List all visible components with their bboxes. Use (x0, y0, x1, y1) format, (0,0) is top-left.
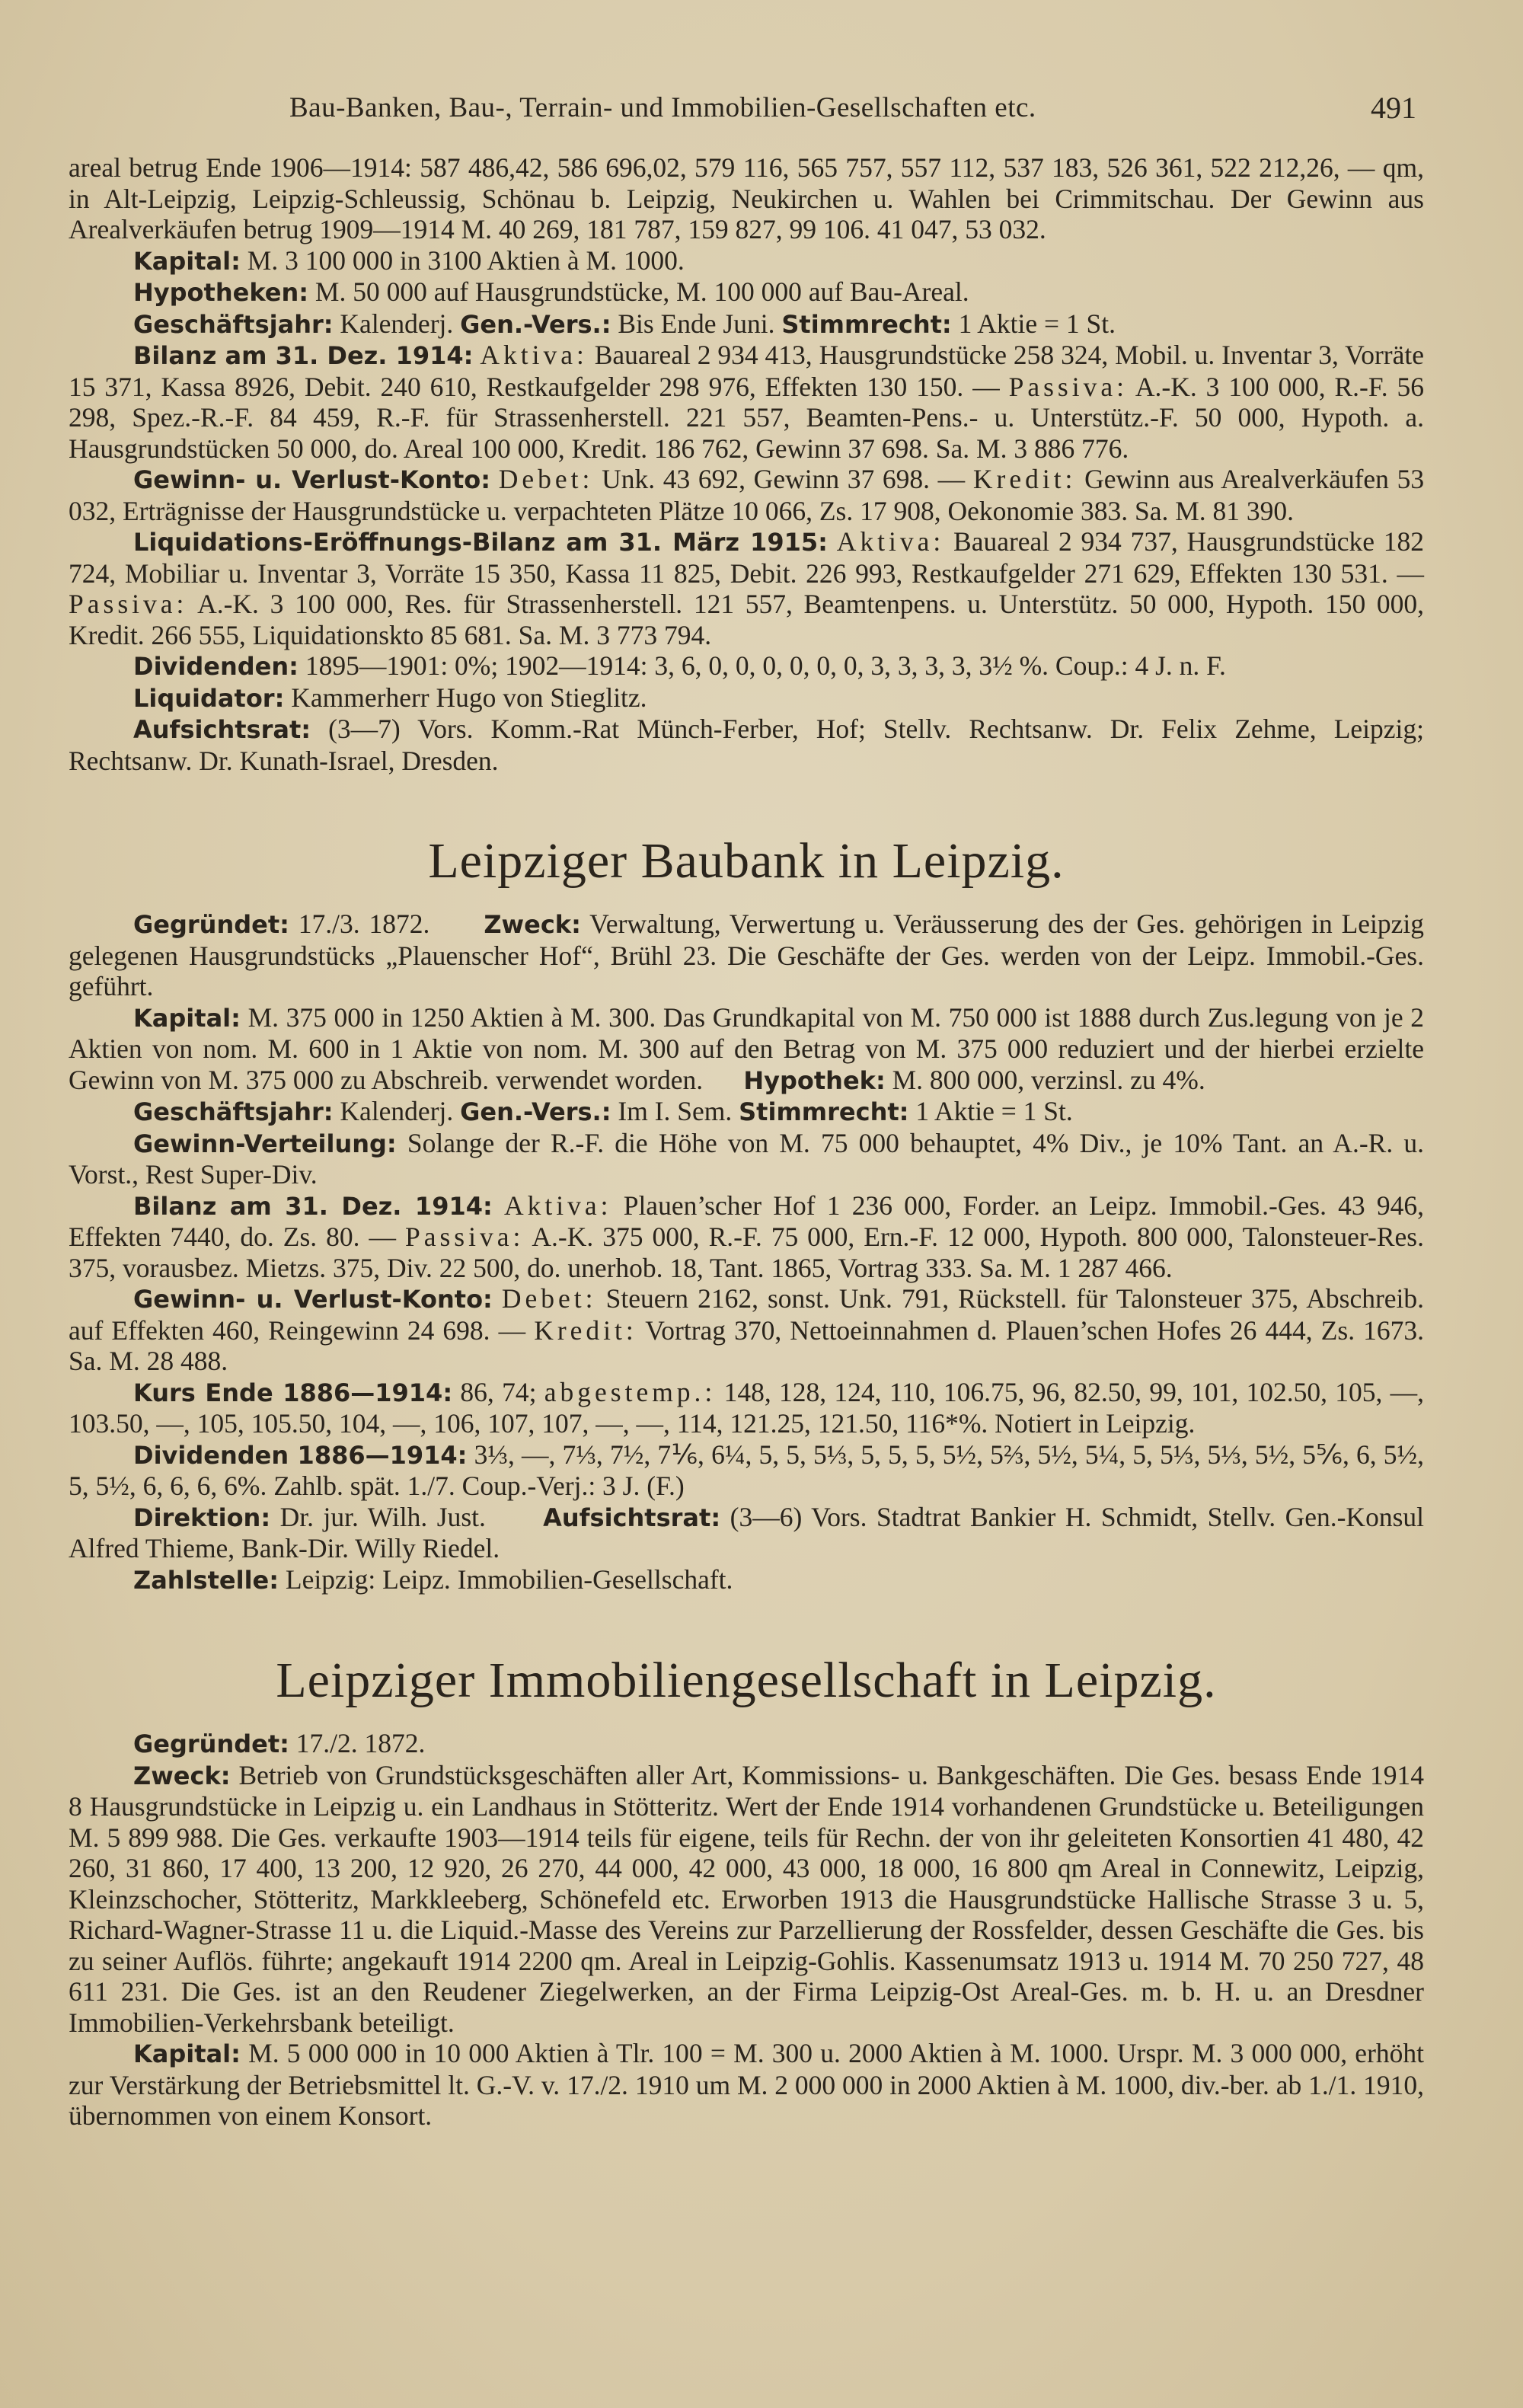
hypotheken-paragraph: Hypotheken: M. 50 000 auf Hausgrundstücke, M. 100 000 auf Bau-Areal. (133, 276, 969, 307)
kapital-paragraph: Kapital: M. 3 100 000 in 3100 Aktien à M. 1000. (133, 244, 685, 276)
hypotheken-label: Hypotheken: (133, 278, 309, 307)
page-number: 491 (1371, 91, 1416, 125)
geschaeftsjahr-paragraph: Geschäftsjahr: Kalenderj. Gen.-Vers.: Im I. Sem. Stimmrecht: 1 Aktie = 1 St. (133, 1096, 1073, 1126)
direktion-paragraph: Direktion: Dr. jur. Wilh. Just. Aufsichtsrat: (3—6) Vors. Stadtrat Bankier H. Schmidt, Stellv. Gen.-Konsul Alfred Thieme, Bank-Dir. Willy Riedel. (69, 1501, 1425, 1563)
liquidation-bilanz-label: Liquidations-Eröffnungs-Bilanz am 31. März 1915: (133, 528, 828, 557)
intro-paragraph: areal betrug Ende 1906—1914: 587 486,42, 586 696,02, 579 116, 565 757, 557 112, 537 183, 526 361, 522 212,26, — qm, in Alt-Leipzig, Leipzig-Schleussig, Schönau b. Leipzig, Neukirchen u. Wahlen bei Crimmitschau. Der Gewinn aus Arealverkäufen betrug 1909—1914 M. 40 269, 181 787, 159 827, 99 106. 41 047, 53 032. (69, 152, 1424, 244)
zahlstelle-paragraph: Zahlstelle: Leipzig: Leipz. Immobilien-Gesellschaft. (133, 1563, 733, 1595)
bilanz-label: Bilanz am 31. Dez. 1914: (133, 341, 474, 370)
section-title-immobiliengesellschaft: Leipziger Immobiliengesellschaft in Leipzig. (276, 1653, 1217, 1708)
liquidator-paragraph: Liquidator: Kammerherr Hugo von Stieglitz. (133, 682, 647, 713)
section-title-baubank: Leipziger Baubank in Leipzig. (428, 833, 1065, 889)
geschaeftsjahr-paragraph: Geschäftsjahr: Kalenderj. Gen.-Vers.: Bis Ende Juni. Stimmrecht: 1 Aktie = 1 St. (133, 308, 1116, 339)
page-header (289, 82, 1416, 136)
kurs-paragraph: Kurs Ende 1886—1914: 86, 74; abgestemp.: 148, 128, 124, 110, 106.75, 96, 82.50, 99, 101, 102.50, 105, —, 103.50, —, 105, 105.50, 104, —, 106, 107, 107, —, —, 114, 121.25, 121.50, 116*%. Notiert in Leipzig. (69, 1376, 1425, 1439)
guv-paragraph: Gewinn- u. Verlust-Konto: Debet: Unk. 43 692, Gewinn 37 698. — Kredit: Gewinn aus Arealverkäufen 53 032, Erträgnisse der Hausgrundstücke u. verpachteten Plätze 10 066, Zs. 17 908, Oekonomie 383. Sa. M. 81 390. (69, 464, 1425, 526)
dividenden-paragraph: Dividenden 1886—1914: 3⅓, —, 7⅓, 7½, 7⅙, 6¼, 5, 5, 5⅓, 5, 5, 5, 5½, 5⅔, 5½, 5¼, 5, 5⅓, 5⅓, 5½, 5⅚, 6, 5½, 5, 5½, 6, 6, 6, 6%. Zahlb. spät. 1./7. Coup.-Verj.: 3 J. (F.) (69, 1439, 1425, 1501)
kapital-label: Kapital: (133, 246, 241, 276)
kapital-paragraph: Kapital: M. 375 000 in 1250 Aktien à M. 300. Das Grundkapital von M. 750 000 ist 1888 durch Zus.legung von je 2 Aktien von nom. M. 600 in 1 Aktie von nom. M. 300 auf den Betrag von M. 375 000 reduziert und der hierbei erzielte Gewinn von M. 375 000 zu Abschreib. verwendet worden. Hypothek: M. 800 000, verzinsl. zu 4%. (69, 1001, 1424, 1095)
bilanz-paragraph: Bilanz am 31. Dez. 1914: Aktiva: Bauareal 2 934 413, Hausgrundstücke 258 324, Mobil. u. Inventar 3, Vorräte 15 371, Kassa 8926, Debit. 240 610, Restkaufgelder 298 976, Effekten 130 150. — Passiva: A.-K. 3 100 000, R.-F. 56 298, Spez.-R.-F. 84 459, R.-F. für Strassenherstell. 221 557, Beamten-Pens.- u. Unterstütz.-F. 50 000, Hypoth. a. Hausgrundstücken 50 000, do. Areal 100 000, Kredit. 186 762, Gewinn 37 698. Sa. M. 3 886 776. (69, 340, 1425, 464)
zweck-paragraph: Zweck: Betrieb von Grundstücksgeschäften aller Art, Kommissions- u. Bankgeschäften. Die Ges. besass Ende 1914 8 Hausgrundstücke in Leipzig u. ein Landhaus in Stötteritz. Wert der Ende 1914 vorhandenen Grundstücke u. Beteiligungen M. 5 899 988. Die Ges. verkaufte 1903—1914 teils für eigene, teils für Rechn. der von ihr geleiteten Konsortien 41 480, 42 260, 31 860, 17 400, 13 200, 12 920, 26 270, 44 000, 42 000, 43 000, 18 000, 16 800 qm Areal in Connewitz, Leipzig, Kleinzschocher, Stötteritz, Markkleeberg, Schönefeld etc. Erworben 1913 die Hausgrundstücke Hallische Strasse 3 u. 5, Richard-Wagner-Strasse 11 u. die Liquid.-Masse des Vereins zur Parzellierung der Rossfelder, dessen Geschäfte die Ges. bis zu seiner Auflös. führte; angekauft 1914 2200 qm. Areal in Leipzig-Gohlis. Kassenumsatz 1913 u. 1914 M. 70 250 727, 48 611 231. Die Ges. ist an den Reudener Ziegelwerken, an der Firma Leipzig-Ost Areal-Ges. m. b. H. u. an Dresdner Immobilien-Verkehrsbank beteiligt. (69, 1759, 1424, 2038)
gegruendet-zweck-paragraph: Gegründet: 17./3. 1872. Zweck: Verwaltung, Verwertung u. Veräusserung des der Ges. gehörigen in Leipzig gelegenen Hausgrundstücks „Plauenscher Hof“, Brühl 23. Die Geschäfte der Ges. werden von der Leipz. Immobil.-Ges. geführt. (69, 909, 1425, 1001)
kapital-paragraph: Kapital: M. 5 000 000 in 10 000 Aktien à Tlr. 100 = M. 300 u. 2000 Aktien à M. 1000. Urspr. M. 3 000 000, erhöht zur Verstärkung der Betriebsmittel lt. G.-V. v. 17./2. 1910 um M. 2 000 000 in 2000 Aktien à M. 1000, div.-ber. ab 1./1. 1910, übernommen von einem Konsort. (69, 2038, 1425, 2131)
liquidation-bilanz-paragraph: Liquidations-Eröffnungs-Bilanz am 31. März 1915: Aktiva: Bauareal 2 934 737, Hausgrundstücke 182 724, Mobiliar u. Inventar 3, Vorräte 15 350, Kassa 11 825, Debit. 226 993, Restkaufgelder 271 629, Effekten 130 531. — Passiva: A.-K. 3 100 000, Res. für Strassenherstell. 121 557, Beamtenpens. u. Unterstütz. 50 000, Hypoth. 150 000, Kredit. 266 555, Liquidationskto 85 681. Sa. M. 3 773 794. (69, 526, 1425, 650)
dividenden-paragraph: Dividenden: 1895—1901: 0%; 1902—1914: 3, 6, 0, 0, 0, 0, 0, 0, 3, 3, 3, 3, 3½ %. Coup.: 4 J. n. F. (133, 650, 1226, 681)
guv-paragraph: Gewinn- u. Verlust-Konto: Debet: Steuern 2162, sonst. Unk. 791, Rückstell. für Talonsteuer 375, Abschreib. auf Effekten 460, Reingewinn 24 698. — Kredit: Vortrag 370, Nettoeinnahmen d. Plauen’schen Hofes 26 444, Zs. 1673. Sa. M. 28 488. (69, 1283, 1425, 1376)
running-title: Bau-Banken, Bau-, Terrain- und Immobilien-Gesellschaften etc. (289, 92, 1036, 123)
gegruendet-paragraph: Gegründet: 17./2. 1872. (133, 1728, 426, 1758)
aufsichtsrat-paragraph: Aufsichtsrat: (3—7) Vors. Komm.-Rat Münch-Ferber, Hof; Stellv. Rechtsanw. Dr. Felix Zehme, Leipzig; Rechtsanw. Dr. Kunath-Israel, Dresden. (69, 714, 1424, 776)
bilanz-paragraph: Bilanz am 31. Dez. 1914: Aktiva: Plauen’scher Hof 1 236 000, Forder. an Leipz. Immobil.-Ges. 43 946, Effekten 7440, do. Zs. 80. — Passiva: A.-K. 375 000, R.-F. 75 000, Ern.-F. 12 000, Hypoth. 800 000, Talonsteuer-Res. 375, vorausbez. Mietzs. 375, Div. 22 500, do. unerhob. 18, Tant. 1865, Vortrag 333. Sa. M. 1 287 466. (69, 1190, 1424, 1283)
page-content (69, 152, 1424, 2132)
guv-label: Gewinn- u. Verlust-Konto: (133, 465, 491, 494)
gewinn-verteilung-paragraph: Gewinn-Verteilung: Solange der R.-F. die Höhe von M. 75 000 behauptet, 4% Div., je 10% Tant. an A.-R. u. Vorst., Rest Super-Div. (69, 1127, 1425, 1190)
